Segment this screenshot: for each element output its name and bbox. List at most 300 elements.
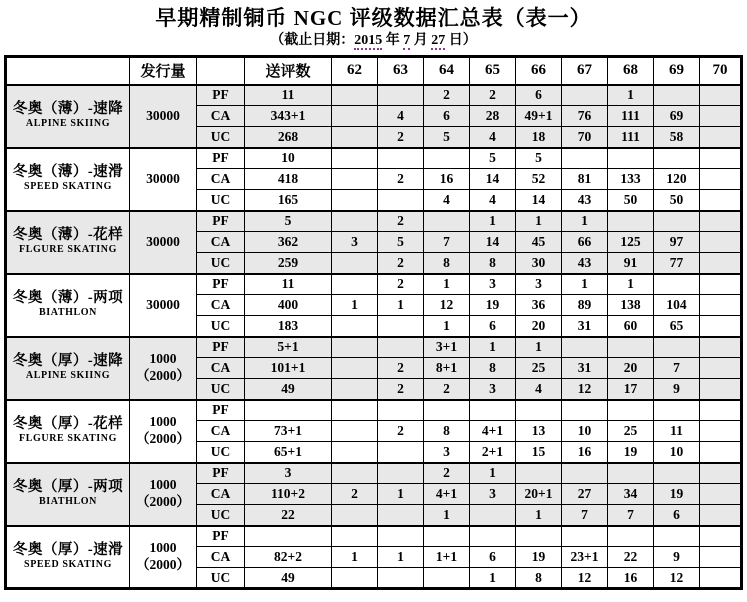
- grade-count-cell: 19: [516, 547, 562, 568]
- grade-count-cell: 22: [608, 547, 654, 568]
- grade-count-cell: [424, 211, 470, 232]
- grade-count-cell: [654, 148, 700, 169]
- grade-count-cell: 1: [470, 463, 516, 484]
- coin-name-chinese: 冬奥（厚）-速滑: [12, 541, 124, 558]
- grade-count-cell: 16: [608, 568, 654, 589]
- mintage-cell: [130, 463, 197, 526]
- grade-count-cell: [378, 148, 424, 169]
- grade-count-cell: [332, 148, 378, 169]
- mintage-line: （2000）: [136, 431, 190, 446]
- submitted-count-cell: 22: [245, 505, 332, 526]
- grade-count-cell: [378, 337, 424, 358]
- mintage-cell: [130, 148, 197, 211]
- cutoff-month: 7: [403, 33, 411, 48]
- grade-count-cell: [700, 505, 742, 526]
- grading-summary-table: [4, 55, 743, 590]
- grade-count-cell: [608, 337, 654, 358]
- table-row: [6, 526, 742, 547]
- coin-name-chinese: 冬奥（厚）-两项: [12, 479, 124, 496]
- grade-count-cell: 6: [516, 85, 562, 106]
- grade-count-cell: 2: [378, 169, 424, 190]
- grade-count-cell: 1: [608, 85, 654, 106]
- submitted-count-cell: 5+1: [245, 337, 332, 358]
- grade-count-cell: [332, 127, 378, 148]
- coin-name-cell: [6, 463, 130, 526]
- grade-count-cell: 1: [332, 547, 378, 568]
- grade-count-cell: [470, 505, 516, 526]
- mintage-line: （2000）: [136, 368, 190, 383]
- grade-count-cell: 16: [424, 169, 470, 190]
- grade-count-cell: 8+1: [424, 358, 470, 379]
- header-submitted-column: 送评数: [245, 57, 332, 85]
- grade-count-cell: 10: [562, 421, 608, 442]
- grade-count-cell: [516, 400, 562, 421]
- grade-count-cell: [332, 379, 378, 400]
- mintage-line: 1000: [149, 477, 177, 493]
- finish-type-cell: UC: [197, 568, 245, 589]
- finish-type-cell: CA: [197, 547, 245, 568]
- mintage-line: 30000: [146, 107, 180, 123]
- grade-count-cell: [378, 526, 424, 547]
- grade-count-cell: 69: [654, 106, 700, 127]
- header-grade-66: 66: [516, 57, 562, 85]
- grade-count-cell: 89: [562, 295, 608, 316]
- mintage-line: 1000: [149, 539, 177, 555]
- grade-count-cell: 3: [470, 379, 516, 400]
- header-grade-67: 67: [562, 57, 608, 85]
- grade-count-cell: [700, 547, 742, 568]
- grade-count-cell: 43: [562, 190, 608, 211]
- grade-count-cell: 77: [654, 253, 700, 274]
- grade-count-cell: 1+1: [424, 547, 470, 568]
- coin-name-chinese: 冬奥（薄）-速滑: [12, 164, 124, 181]
- grade-count-cell: 125: [608, 232, 654, 253]
- finish-type-cell: CA: [197, 295, 245, 316]
- coin-name-cell: [6, 148, 130, 211]
- finish-type-cell: PF: [197, 400, 245, 421]
- grade-count-cell: 30: [516, 253, 562, 274]
- submitted-count-cell: 49: [245, 379, 332, 400]
- coin-name-english: FLGURE SKATING: [19, 244, 117, 256]
- submitted-count-cell: 65+1: [245, 442, 332, 463]
- grade-count-cell: 4+1: [470, 421, 516, 442]
- header-grade-64: 64: [424, 57, 470, 85]
- grade-count-cell: 4: [424, 190, 470, 211]
- grade-count-cell: [424, 568, 470, 589]
- header-grade-70: 70: [700, 57, 742, 85]
- grade-count-cell: [700, 568, 742, 589]
- submitted-count-cell: 10: [245, 148, 332, 169]
- coin-name-english: FLGURE SKATING: [19, 433, 117, 445]
- grade-count-cell: 17: [608, 379, 654, 400]
- coin-name-chinese: 冬奥（厚）-速降: [12, 353, 124, 370]
- grade-count-cell: [332, 253, 378, 274]
- finish-type-cell: CA: [197, 358, 245, 379]
- grade-count-cell: 14: [470, 232, 516, 253]
- grade-count-cell: 1: [424, 274, 470, 295]
- grade-count-cell: 3: [424, 442, 470, 463]
- grade-count-cell: [332, 106, 378, 127]
- grade-count-cell: 5: [516, 148, 562, 169]
- grade-count-cell: 8: [470, 358, 516, 379]
- grade-count-cell: 138: [608, 295, 654, 316]
- grade-count-cell: [700, 85, 742, 106]
- grade-count-cell: [700, 379, 742, 400]
- submitted-count-cell: [245, 526, 332, 547]
- grade-count-cell: 6: [470, 316, 516, 337]
- grade-count-cell: [332, 526, 378, 547]
- header-grade-65: 65: [470, 57, 516, 85]
- grade-count-cell: 1: [470, 568, 516, 589]
- table-row: [6, 274, 742, 295]
- grade-count-cell: [378, 85, 424, 106]
- grade-count-cell: 34: [608, 484, 654, 505]
- grade-count-cell: 4: [470, 127, 516, 148]
- submitted-count-cell: 11: [245, 85, 332, 106]
- grade-count-cell: [700, 169, 742, 190]
- grade-count-cell: 23+1: [562, 547, 608, 568]
- grade-count-cell: [470, 526, 516, 547]
- grading-table-body: [6, 85, 742, 589]
- grade-count-cell: 7: [562, 505, 608, 526]
- header-type-column: [197, 57, 245, 85]
- grade-count-cell: 4: [378, 106, 424, 127]
- submitted-count-cell: 183: [245, 316, 332, 337]
- grade-count-cell: [700, 526, 742, 547]
- mintage-line: 30000: [146, 233, 180, 249]
- table-row: [6, 148, 742, 169]
- grade-count-cell: 2: [332, 484, 378, 505]
- grade-count-cell: 111: [608, 127, 654, 148]
- finish-type-cell: UC: [197, 442, 245, 463]
- grade-count-cell: [562, 337, 608, 358]
- coin-name-chinese: 冬奥（薄）-速降: [12, 101, 124, 118]
- grade-count-cell: [332, 190, 378, 211]
- grade-count-cell: [700, 421, 742, 442]
- grade-count-cell: 8: [470, 253, 516, 274]
- grade-count-cell: 9: [654, 547, 700, 568]
- grade-count-cell: [608, 463, 654, 484]
- grade-count-cell: 1: [378, 547, 424, 568]
- grade-count-cell: 8: [424, 253, 470, 274]
- mintage-line: （2000）: [136, 556, 190, 572]
- grade-count-cell: [700, 316, 742, 337]
- grade-count-cell: [424, 148, 470, 169]
- grade-count-cell: 1: [378, 484, 424, 505]
- finish-type-cell: CA: [197, 106, 245, 127]
- grade-count-cell: [700, 358, 742, 379]
- coin-name-english: ALPINE SKIING: [25, 370, 111, 382]
- header-grade-69: 69: [654, 57, 700, 85]
- finish-type-cell: UC: [197, 253, 245, 274]
- grade-count-cell: 76: [562, 106, 608, 127]
- grade-count-cell: 45: [516, 232, 562, 253]
- grade-count-cell: [654, 526, 700, 547]
- mintage-line: 1000: [149, 414, 177, 430]
- cutoff-year-unit: 年: [382, 33, 404, 48]
- grade-count-cell: 111: [608, 106, 654, 127]
- grade-count-cell: 19: [654, 484, 700, 505]
- grade-count-cell: 14: [516, 190, 562, 211]
- table-row: [6, 463, 742, 484]
- submitted-count-cell: [245, 400, 332, 421]
- grade-count-cell: [608, 400, 654, 421]
- grade-count-cell: 6: [424, 106, 470, 127]
- grade-count-cell: 97: [654, 232, 700, 253]
- header-grade-62: 62: [332, 57, 378, 85]
- grade-count-cell: [700, 106, 742, 127]
- submitted-count-cell: 3: [245, 463, 332, 484]
- grade-count-cell: 43: [562, 253, 608, 274]
- grade-count-cell: 120: [654, 169, 700, 190]
- grade-count-cell: 7: [654, 358, 700, 379]
- mintage-cell: [130, 274, 197, 337]
- grade-count-cell: 31: [562, 358, 608, 379]
- coin-name-chinese: 冬奥（厚）-花样: [12, 416, 124, 433]
- grade-count-cell: 66: [562, 232, 608, 253]
- grade-count-cell: 6: [470, 547, 516, 568]
- grade-count-cell: 49+1: [516, 106, 562, 127]
- grade-count-cell: [654, 85, 700, 106]
- grade-count-cell: 25: [608, 421, 654, 442]
- grade-count-cell: [562, 148, 608, 169]
- finish-type-cell: PF: [197, 463, 245, 484]
- coin-name-english: SPEED SKATING: [24, 559, 112, 571]
- grade-count-cell: [700, 337, 742, 358]
- finish-type-cell: CA: [197, 169, 245, 190]
- grade-count-cell: [332, 400, 378, 421]
- grade-count-cell: 1: [562, 211, 608, 232]
- grade-count-cell: 2: [378, 421, 424, 442]
- grade-count-cell: [700, 484, 742, 505]
- finish-type-cell: PF: [197, 337, 245, 358]
- grade-count-cell: 31: [562, 316, 608, 337]
- grade-count-cell: 1: [470, 337, 516, 358]
- grade-count-cell: [332, 316, 378, 337]
- grade-count-cell: 28: [470, 106, 516, 127]
- table-row: [6, 211, 742, 232]
- grade-count-cell: 2: [424, 379, 470, 400]
- finish-type-cell: UC: [197, 127, 245, 148]
- cutoff-date-label: （截止日期：: [270, 33, 355, 48]
- mintage-cell: [130, 211, 197, 274]
- submitted-count-cell: 165: [245, 190, 332, 211]
- grade-count-cell: 1: [516, 211, 562, 232]
- grade-count-cell: 25: [516, 358, 562, 379]
- finish-type-cell: UC: [197, 316, 245, 337]
- grade-count-cell: 3: [332, 232, 378, 253]
- grade-count-cell: [700, 232, 742, 253]
- grade-count-cell: 2: [378, 358, 424, 379]
- grade-count-cell: 5: [470, 148, 516, 169]
- submitted-count-cell: 400: [245, 295, 332, 316]
- grade-count-cell: 91: [608, 253, 654, 274]
- grade-count-cell: 12: [562, 568, 608, 589]
- grade-count-cell: 2: [378, 253, 424, 274]
- grade-count-cell: 3: [470, 274, 516, 295]
- grade-count-cell: 19: [470, 295, 516, 316]
- coin-name-cell: [6, 337, 130, 400]
- grade-count-cell: 20: [608, 358, 654, 379]
- grade-count-cell: [332, 211, 378, 232]
- finish-type-cell: UC: [197, 190, 245, 211]
- coin-name-english: SPEED SKATING: [24, 181, 112, 193]
- cutoff-month-unit: 月: [410, 33, 432, 48]
- grade-count-cell: [424, 526, 470, 547]
- mintage-line: 30000: [146, 170, 180, 186]
- mintage-line: （2000）: [136, 494, 190, 509]
- mintage-cell: [130, 526, 197, 589]
- grade-count-cell: 2: [378, 127, 424, 148]
- grade-count-cell: 36: [516, 295, 562, 316]
- grade-count-cell: 58: [654, 127, 700, 148]
- grade-count-cell: 2: [424, 85, 470, 106]
- coin-name-chinese: 冬奥（薄）-两项: [12, 290, 124, 307]
- mintage-cell: [130, 400, 197, 463]
- grade-count-cell: [378, 190, 424, 211]
- table-row: [6, 85, 742, 106]
- grade-count-cell: 8: [424, 421, 470, 442]
- grade-count-cell: [424, 400, 470, 421]
- grade-count-cell: [378, 442, 424, 463]
- grade-count-cell: 13: [516, 421, 562, 442]
- header-grade-68: 68: [608, 57, 654, 85]
- grade-count-cell: 3: [516, 274, 562, 295]
- grade-count-cell: 14: [470, 169, 516, 190]
- grade-count-cell: 18: [516, 127, 562, 148]
- grade-count-cell: [700, 190, 742, 211]
- grade-count-cell: 2: [378, 211, 424, 232]
- grade-count-cell: 9: [654, 379, 700, 400]
- submitted-count-cell: 82+2: [245, 547, 332, 568]
- submitted-count-cell: 259: [245, 253, 332, 274]
- submitted-count-cell: 110+2: [245, 484, 332, 505]
- submitted-count-cell: 11: [245, 274, 332, 295]
- cutoff-day: 27: [431, 33, 446, 48]
- finish-type-cell: UC: [197, 379, 245, 400]
- grade-count-cell: 2+1: [470, 442, 516, 463]
- grade-count-cell: 8: [516, 568, 562, 589]
- grade-count-cell: [608, 526, 654, 547]
- table-row: [6, 337, 742, 358]
- finish-type-cell: UC: [197, 505, 245, 526]
- grade-count-cell: 133: [608, 169, 654, 190]
- grade-count-cell: [654, 211, 700, 232]
- grade-count-cell: 7: [424, 232, 470, 253]
- grade-count-cell: 27: [562, 484, 608, 505]
- grade-count-cell: [654, 274, 700, 295]
- grade-count-cell: 5: [378, 232, 424, 253]
- header-issue-column: 发行量: [130, 57, 197, 85]
- grade-count-cell: [700, 253, 742, 274]
- grade-count-cell: [378, 400, 424, 421]
- grade-count-cell: [332, 442, 378, 463]
- grade-count-cell: 16: [562, 442, 608, 463]
- grade-count-cell: 1: [332, 295, 378, 316]
- grade-count-cell: 20: [516, 316, 562, 337]
- grade-count-cell: 1: [424, 505, 470, 526]
- grade-count-cell: 60: [608, 316, 654, 337]
- finish-type-cell: PF: [197, 85, 245, 106]
- submitted-count-cell: 268: [245, 127, 332, 148]
- grade-count-cell: [700, 211, 742, 232]
- grade-count-cell: [700, 274, 742, 295]
- grade-count-cell: 11: [654, 421, 700, 442]
- coin-name-english: ALPINE SKIING: [25, 118, 111, 130]
- grade-count-cell: 6: [654, 505, 700, 526]
- grade-count-cell: [332, 358, 378, 379]
- grade-count-cell: [700, 127, 742, 148]
- grade-count-cell: 1: [470, 211, 516, 232]
- submitted-count-cell: 418: [245, 169, 332, 190]
- grade-count-cell: 1: [562, 274, 608, 295]
- finish-type-cell: CA: [197, 484, 245, 505]
- coin-name-english: BIATHLON: [39, 496, 97, 508]
- submitted-count-cell: 5: [245, 211, 332, 232]
- grade-count-cell: 1: [516, 505, 562, 526]
- grade-count-cell: [562, 463, 608, 484]
- grade-count-cell: [378, 568, 424, 589]
- grade-count-cell: 7: [608, 505, 654, 526]
- grade-count-cell: 52: [516, 169, 562, 190]
- grade-count-cell: 12: [424, 295, 470, 316]
- grade-count-cell: [378, 463, 424, 484]
- grade-count-cell: 2: [378, 274, 424, 295]
- grade-count-cell: 10: [654, 442, 700, 463]
- grade-count-cell: 12: [562, 379, 608, 400]
- grade-count-cell: 104: [654, 295, 700, 316]
- grade-count-cell: [700, 442, 742, 463]
- finish-type-cell: CA: [197, 232, 245, 253]
- table-row: [6, 400, 742, 421]
- grade-count-cell: [654, 337, 700, 358]
- coin-name-chinese: 冬奥（薄）-花样: [12, 227, 124, 244]
- grade-count-cell: [470, 400, 516, 421]
- grade-count-cell: 70: [562, 127, 608, 148]
- cutoff-day-unit: 日）: [445, 33, 477, 48]
- finish-type-cell: PF: [197, 211, 245, 232]
- submitted-count-cell: 73+1: [245, 421, 332, 442]
- grade-count-cell: 2: [424, 463, 470, 484]
- coin-name-cell: [6, 400, 130, 463]
- grade-count-cell: [332, 421, 378, 442]
- grade-count-cell: 12: [654, 568, 700, 589]
- grade-count-cell: [654, 400, 700, 421]
- grade-count-cell: [332, 337, 378, 358]
- page-title: 早期精制铜币 NGC 评级数据汇总表（表一）: [155, 6, 592, 30]
- table-header-row: [6, 57, 742, 85]
- grade-count-cell: 50: [608, 190, 654, 211]
- grade-count-cell: [700, 148, 742, 169]
- finish-type-cell: PF: [197, 274, 245, 295]
- submitted-count-cell: 362: [245, 232, 332, 253]
- grade-count-cell: [516, 463, 562, 484]
- grade-count-cell: 4+1: [424, 484, 470, 505]
- grade-count-cell: [700, 400, 742, 421]
- grade-count-cell: 4: [470, 190, 516, 211]
- grade-count-cell: 81: [562, 169, 608, 190]
- grade-count-cell: [562, 400, 608, 421]
- coin-name-english: BIATHLON: [39, 307, 97, 319]
- mintage-line: 1000: [149, 351, 177, 367]
- grade-count-cell: 15: [516, 442, 562, 463]
- submitted-count-cell: 343+1: [245, 106, 332, 127]
- submitted-count-cell: 101+1: [245, 358, 332, 379]
- header-grade-63: 63: [378, 57, 424, 85]
- grade-count-cell: 3: [470, 484, 516, 505]
- coin-name-cell: [6, 211, 130, 274]
- grade-count-cell: 50: [654, 190, 700, 211]
